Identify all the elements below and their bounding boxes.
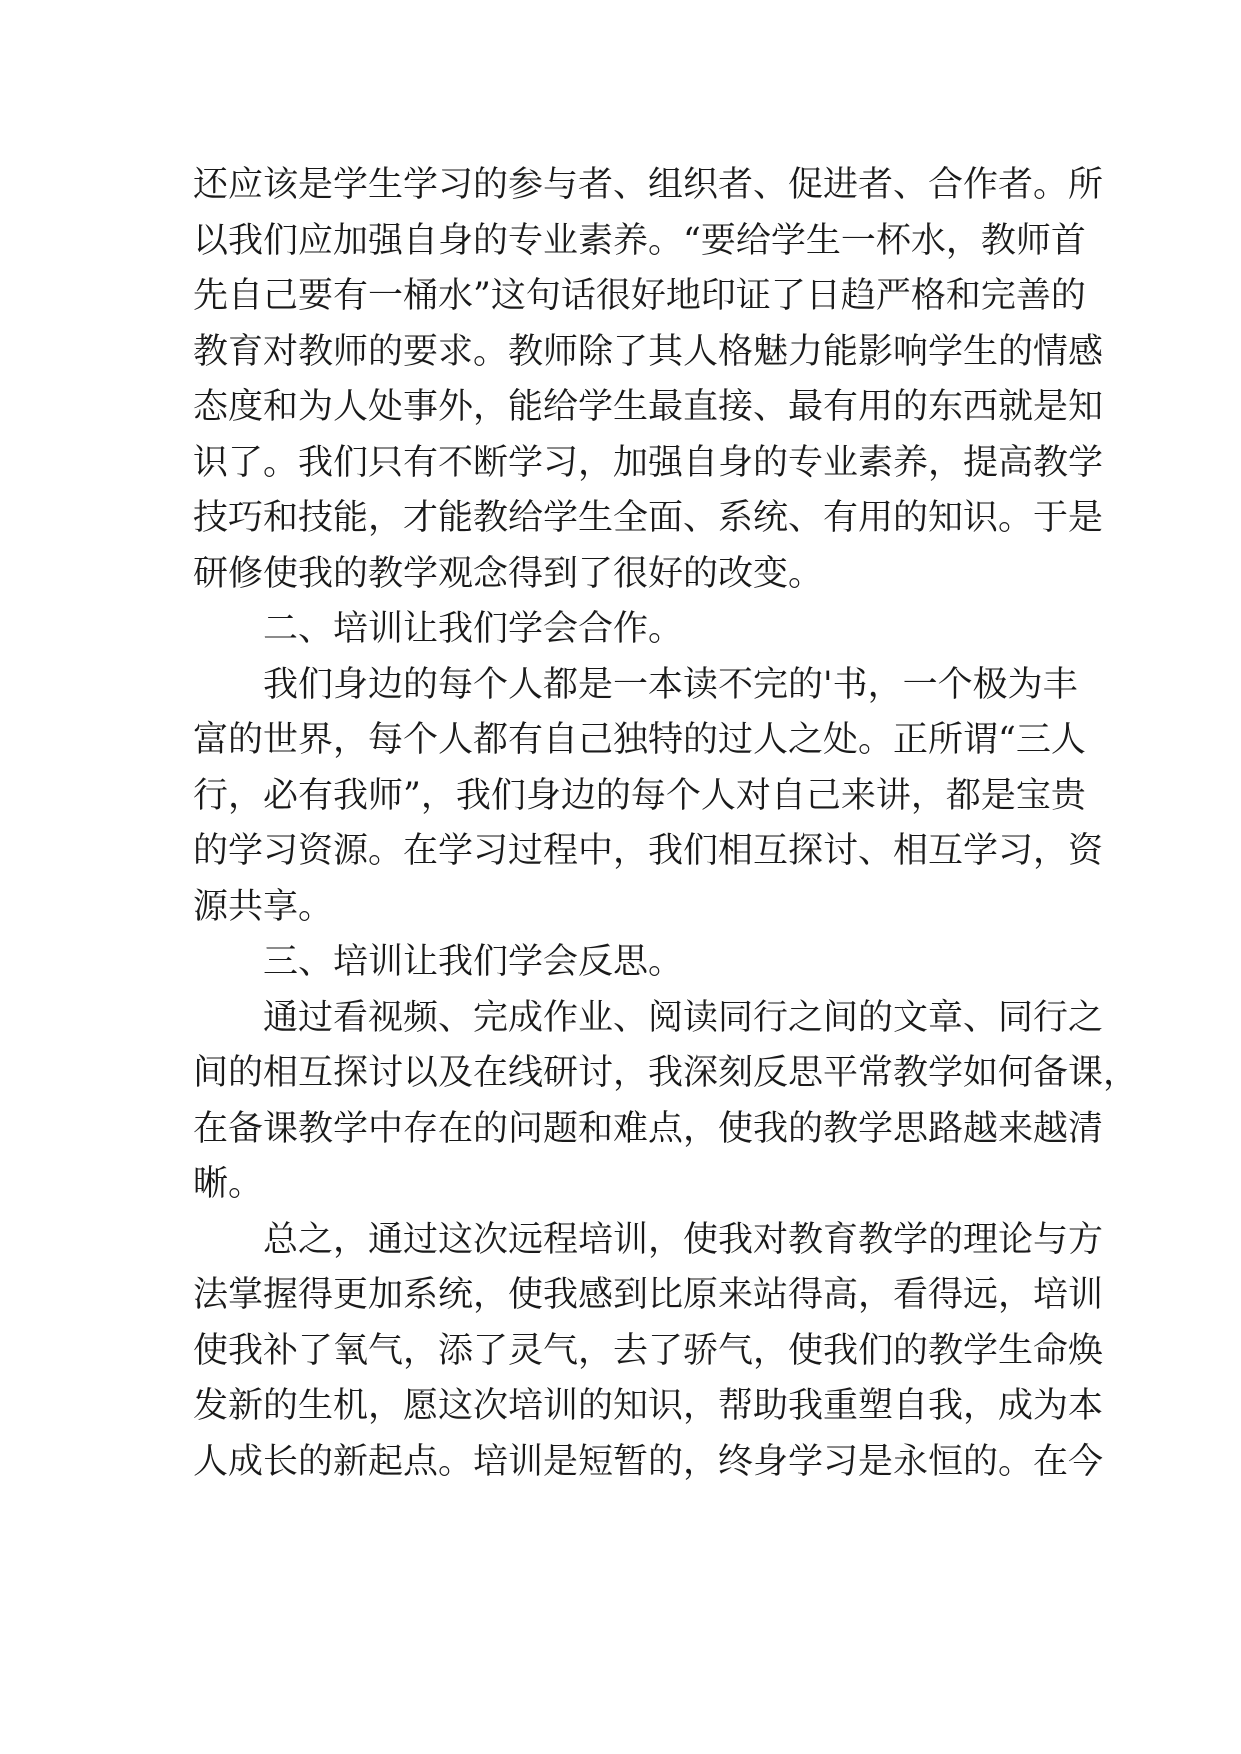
- text-line: 法掌握得更加系统，使我感到比原来站得高，看得远，培训: [193, 1275, 1104, 1315]
- text-line: 先自己要有一桶水”这句话很好地印证了日趋严格和完善的: [193, 276, 1086, 316]
- text-line: 态度和为人处事外，能给学生最直接、最有用的东西就是知: [193, 387, 1104, 427]
- paragraph-first-line: 我们身边的每个人都是一本读不完的'书，一个极为丰: [263, 664, 1078, 705]
- paragraph-first-line: 通过看视频、完成作业、阅读同行之间的文章、同行之: [263, 997, 1104, 1038]
- text-line: 的学习资源。在学习过程中，我们相互探讨、相互学习，资: [193, 831, 1104, 871]
- section-heading: 三、培训让我们学会反思。: [263, 942, 684, 982]
- text-line: 还应该是学生学习的参与者、组织者、促进者、合作者。所: [193, 165, 1104, 205]
- text-line: 晰。: [193, 1164, 264, 1204]
- text-line: 富的世界，每个人都有自己独特的过人之处。正所谓“三人: [193, 720, 1086, 760]
- text-line: 技巧和技能，才能教给学生全面、系统、有用的知识。于是: [193, 498, 1104, 538]
- text-line: 人成长的新起点。培训是短暂的，终身学习是永恒的。在今: [193, 1441, 1104, 1482]
- text-line: 源共享。: [193, 886, 334, 927]
- text-line: 间的相互探讨以及在线研讨，我深刻反思平常教学如何备课，: [193, 1053, 1139, 1093]
- text-line: 识了。我们只有不断学习，加强自身的专业素养，提高教学: [193, 442, 1104, 483]
- text-line: 行，必有我师”，我们身边的每个人对自己来讲，都是宝贵: [193, 775, 1086, 816]
- text-line: 使我补了氧气，添了灵气，去了骄气，使我们的教学生命焕: [193, 1330, 1104, 1371]
- text-line: 发新的生机，愿这次培训的知识，帮助我重塑自我，成为本: [193, 1386, 1104, 1426]
- text-line: 在备课教学中存在的问题和难点，使我的教学思路越来越清: [193, 1108, 1104, 1149]
- paragraph-first-line: 总之，通过这次远程培训，使我对教育教学的理论与方: [263, 1219, 1104, 1260]
- document-body: [193, 158, 1139, 1490]
- text-line: 以我们应加强自身的专业素养。“要给学生一杯水，教师首: [193, 220, 1086, 261]
- text-line: 教育对教师的要求。教师除了其人格魅力能影响学生的情感: [193, 331, 1104, 372]
- text-line: 研修使我的教学观念得到了很好的改变。: [193, 553, 824, 594]
- section-heading: 二、培训让我们学会合作。: [263, 609, 684, 649]
